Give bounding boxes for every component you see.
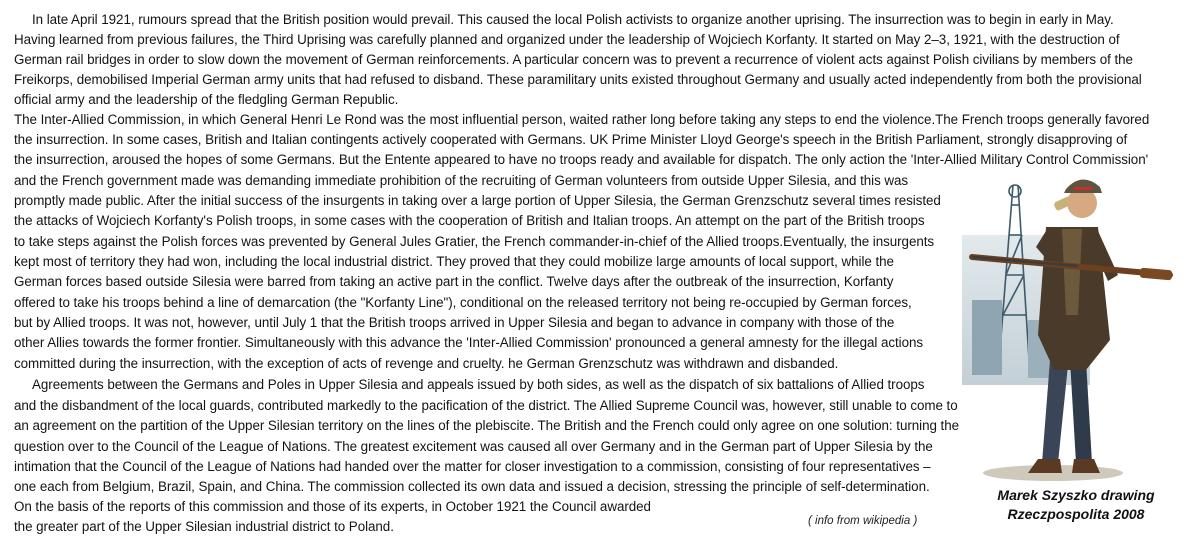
image-caption-artist: Marek Szyszko drawing (997, 487, 1155, 503)
article-line: kept most of territory they had won, including the local industrial district. They proved that they could mobilize large amounts of local support, while the (14, 254, 894, 269)
article-line: intimation that the Council of the League of Nations had handed over the matter for closer investigation to a commission, consisting of four representatives – (14, 459, 931, 474)
article-line: the greater part of the Upper Silesian industrial district to Poland. (14, 519, 394, 534)
article-line: Agreements between the Germans and Poles in Upper Silesia and appeals issued by both sides, as well as the dispatch of six battalions of Allied troops (32, 377, 925, 392)
cap-band (1074, 187, 1092, 190)
soldier-boot (1072, 459, 1100, 473)
article-line: offered to take his troops behind a line of demarcation (the "Korfanty Line"), conditional on the released territory not being re-occupied by German forces, (14, 295, 912, 310)
article-line: one each from Belgium, Brazil, Spain, and China. The commission collected its own data and issued a decision, stressing the principle of self-determination. (14, 479, 930, 494)
source-note: ( info from wikipedia ) (808, 515, 918, 527)
article-line: committed during the insurrection, with the exception of acts of revenge and cruelty. he German Grenzschutz was withdrawn and disbanded. (14, 356, 839, 371)
article-line: promptly made public. After the initial success of the insurgents in taking over a large portion of Upper Silesia, the German Grenzschutz several times resisted (14, 193, 941, 208)
article-line: but by Allied troops. It was not, however, until July 1 that the British troops arrived in Upper Silesia and began to advance in company with those of the (14, 315, 895, 330)
article-line: Having learned from previous failures, the Third Uprising was carefully planned and organized under the leadership of Wojciech Korfanty. It started on May 2–3, 1921, with the destruction of (14, 32, 1120, 47)
mine-building (972, 300, 1002, 375)
article-line: and the disbandment of the local guards, contributed markedly to the pacification of the district. The Allied Supreme Council was, however, still unable to come to (14, 398, 958, 413)
article-line: question over to the Council of the League of Nations. The greatest excitement was caused all over Germany and in the German part of Upper Silesia by the (14, 439, 933, 454)
soldier-boot (1028, 459, 1062, 473)
article-line: the insurrection, aroused the hopes of some Germans. But the Entente appeared to have no troops ready and available for dispatch. The only action the 'Inter-Allied Military Control Commission' (14, 152, 1149, 167)
article-line: German rail bridges in order to slow down the movement of German reinforcements. A particular concern was to prevent a recurrence of violent acts against Polish civilians by members of the (14, 52, 1133, 67)
article-line: and the French government made was demanding immediate prohibition of the recruiting of German volunteers from outside Upper Silesia, and this was (14, 173, 909, 188)
article-line: the insurrection. In some cases, British and Italian contingents actively cooperated with Germans. UK Prime Minister Lloyd George's speech in the British Parliament, strongly disapproving of (14, 132, 1128, 147)
article-line: to take steps against the Polish forces was prevented by General Jules Gratier, the French commander-in-chief of the Allied troops.Eventually, the insurgents (14, 234, 935, 249)
article-line: official army and the leadership of the fledgling German Republic. (14, 92, 399, 107)
article-line: Freikorps, demobilised Imperial German army units that had refused to disband. These paramilitary units existed throughout Germany and usually acted independently from both the provisional (14, 72, 1142, 87)
article-line: an agreement on the partition of the Upper Silesian territory on the lines of the plebiscite. The British and the French could only agree on one solution: turning the (14, 418, 960, 433)
article-line: On the basis of the reports of this commission and those of its experts, in October 1921 the Council awarded (14, 499, 651, 514)
article-line: In late April 1921, rumours spread that the British position would prevail. This caused the local Polish activists to organize another uprising. The insurrection was to begin in early in May. (32, 12, 1114, 27)
article-line: The Inter-Allied Commission, in which General Henri Le Rond was the most influential person, waited rather long before taking any steps to end the violence.The French troops generally favored (14, 112, 1150, 127)
article-line: the attacks of Wojciech Korfanty's Polish troops, in some cases with the cooperation of British and Italian troops. An attempt on the part of the British troops (14, 213, 925, 228)
soldier-cap (1064, 179, 1102, 193)
article-line: other Allies towards the former frontier. Simultaneously with this advance the 'Inter-Allied Commission' pronounced a general amnesty for the illegal actions (14, 335, 924, 350)
image-caption-source: Rzeczpospolita 2008 (1007, 506, 1145, 522)
article-line: German forces based outside Silesia were barred from taking an active part in the conflict. Twelve days after the outbreak of the insurrection, Korfanty (14, 274, 894, 289)
soldier-illustration (958, 165, 1183, 487)
